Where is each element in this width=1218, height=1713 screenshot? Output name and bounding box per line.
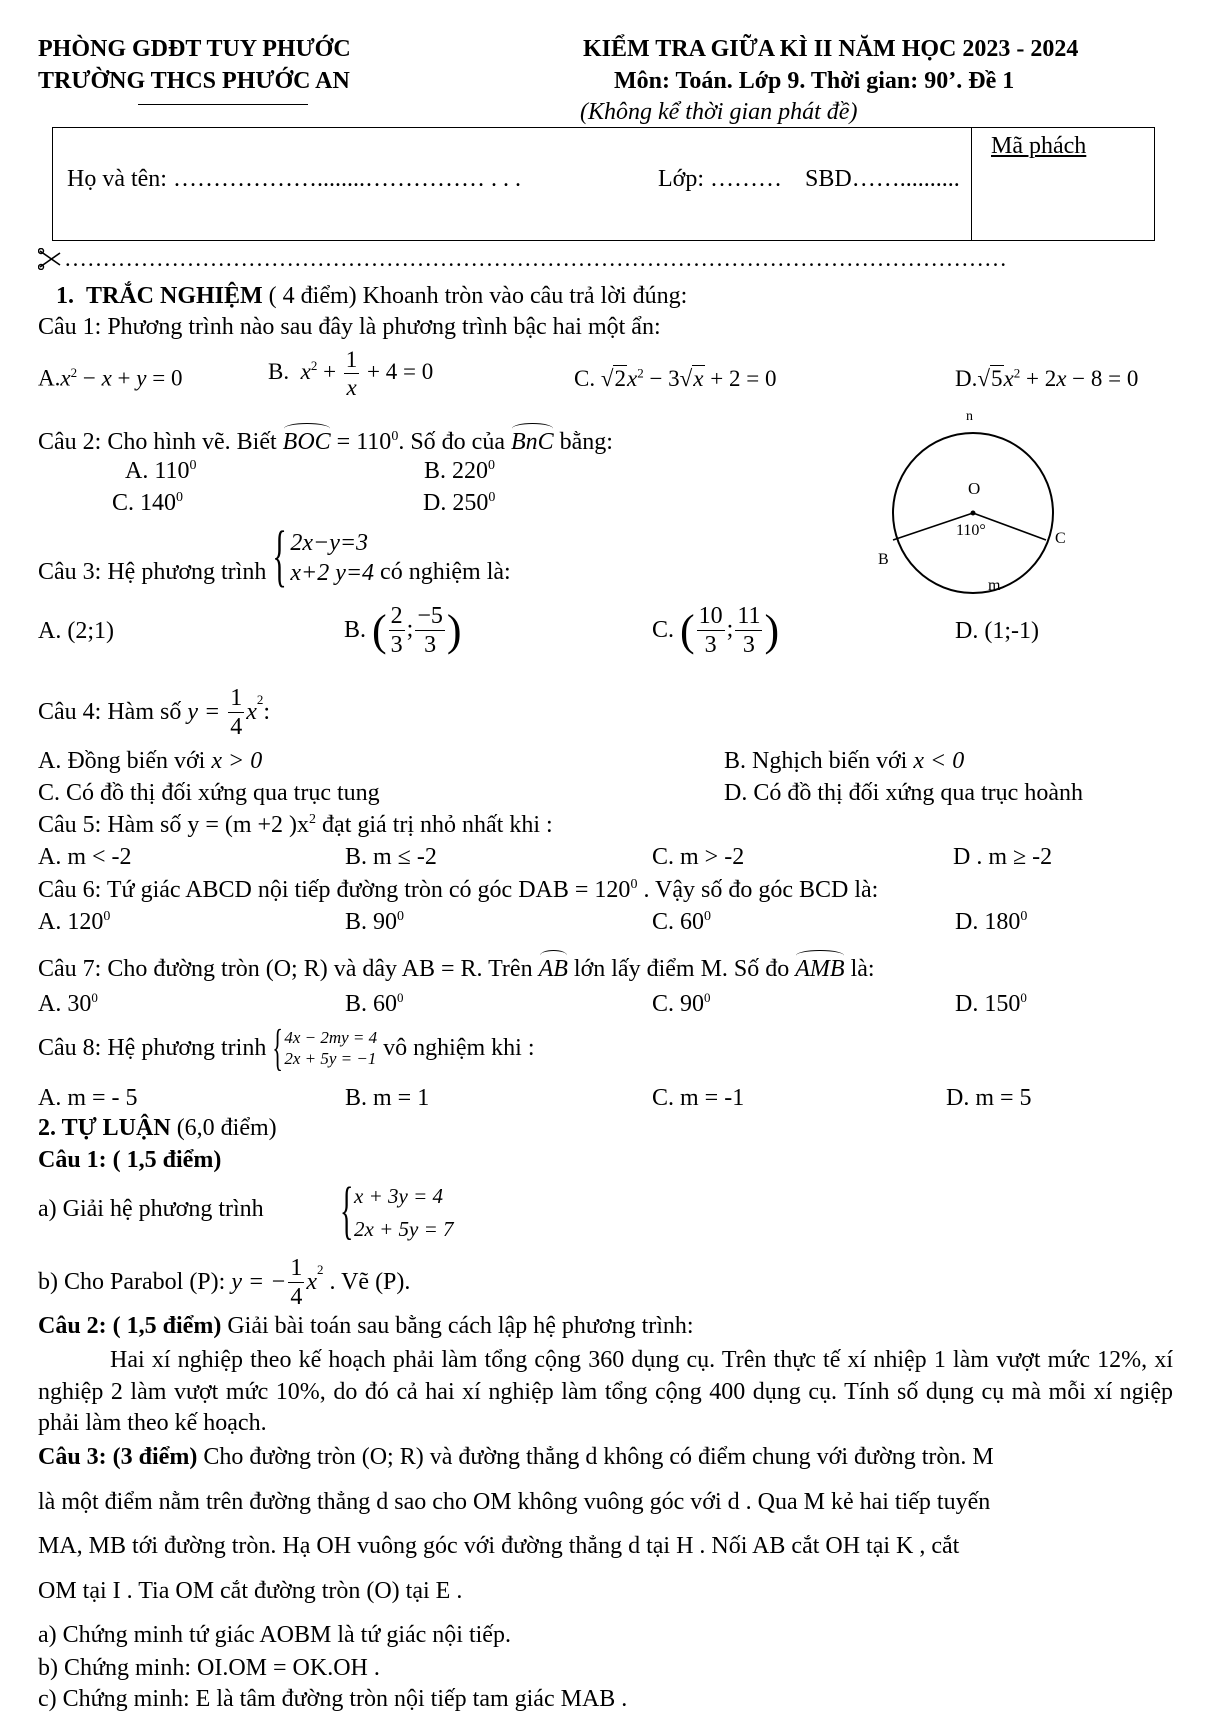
c1-b-var: x [306,1269,318,1295]
q8-text-label: Câu 8: Hệ phương trinh [38,1034,273,1061]
q6-text [38,877,878,904]
q3-eq2: x+2 y=4 [290,560,375,586]
q8-eq1: 4x − 2my = 4 [284,1028,378,1047]
q8-brace: { [272,1018,283,1076]
q3-option-c[interactable]: C. ( $\frac{10}{3}$ ; $\frac{11}{3}$ ) [652,603,780,658]
q4-a-text: A. Đồng biến với [38,748,212,774]
code-label: Mã phách [991,133,1087,159]
q7-a-sup: 0 [91,990,98,1005]
q3-c-frac1: $\frac{10}{3}$ [698,603,723,658]
q2-b-text: B. 220 [424,458,489,484]
q5-text-a: Câu 5: Hàm số y = (m +2 )x [38,812,310,838]
q2-c-text: C. 140 [112,490,177,516]
q2-option-d[interactable] [423,490,495,517]
q5-sup: 2 [309,812,317,827]
q4-func-exp: 2 [256,692,264,708]
q3-b-frac2: $\frac{-5}{3}$ [417,603,443,658]
c1-eq2: 2x + 5y = 7 [354,1216,454,1241]
student-name-field[interactable] [67,166,521,193]
c3-line1 [38,1444,994,1471]
q4-b-math: x < 0 [913,748,965,774]
q6-math: DAB = 120 [518,877,631,903]
q6-c-text: C. 60 [652,909,705,935]
q3-brace: { [272,518,287,595]
c1-title: Câu 1: ( 1,5 điểm) [38,1147,222,1173]
q1-option-d[interactable]: $D.√5x^2 + 2x - 8 = 0$ [955,365,1139,391]
q7-b-sup: 0 [397,990,404,1005]
q2-deg: 0 [391,429,399,444]
q7-arc-amb: AMB [795,950,844,983]
q7-d-text: D. 150 [955,991,1021,1017]
q3-b-label: B. [344,617,367,643]
q3-b-frac1: $\frac{2}{3}$ [390,603,403,658]
q6-text-a: Câu 6: Tứ giác ABCD nội tiếp đường tròn có góc [38,877,519,903]
c1-brace: { [340,1175,354,1248]
q7-c-text: C. 90 [652,991,705,1017]
q2-text [38,423,613,456]
figure-label-angle: 110° [956,522,986,539]
part2-title-bold: 2. TỰ LUẬN [38,1115,171,1141]
q4-text [38,686,270,739]
q5-option-d[interactable]: D . m ≥ -2 [953,844,1053,870]
q2-c-sup: 0 [176,490,184,505]
q5-text-b: đạt giá trị nhỏ nhất khi : [316,812,553,838]
sbd-label: SBD [805,166,852,192]
q2-option-c[interactable] [112,490,183,517]
q4-option-d[interactable]: D. Có đồ thị đối xứng qua trục hoành [724,780,1083,806]
figure-label-c: C [1055,530,1066,547]
q7-text-a: Câu 7: Cho đường tròn (O; R) và dây AB = R. Trên [38,956,539,982]
c1-b-end: . Vẽ (P). [323,1269,411,1295]
c1-system [340,1175,454,1248]
q7-d-sup: 0 [1020,990,1027,1005]
q3-eq1: 2x−y=3 [290,530,369,556]
school-name: TRƯỜNG THCS PHƯỚC AN [38,68,350,94]
q6-option-b[interactable] [345,909,404,936]
info-box-separator [971,128,972,240]
q6-option-d[interactable] [955,909,1027,936]
q4-a-math: x > 0 [211,748,263,774]
exam-note: (Không kể thời gian phát đề) [580,99,858,125]
q3-c-frac2: $\frac{11}{3}$ [737,603,761,658]
q2-d-sup: 0 [488,490,496,505]
q1-b-label: B. [268,358,290,384]
c1-b-lhs: y = − [231,1269,287,1295]
q6-d-sup: 0 [1020,909,1028,924]
q3-c-label: C. [652,617,675,643]
c1-b-exp: 2 [317,1262,324,1278]
c1-a-text: a) Giải hệ phương trình [38,1196,264,1222]
class-field[interactable] [658,166,782,193]
q3-option-a[interactable]: A. (2;1) [38,618,114,644]
c3-line3: MA, MB tới đường tròn. Hạ OH vuông góc với đường thẳng d tại H . Nối AB cắt OH tại K , cắt [38,1533,960,1559]
q2-text-b: . Số đo của [398,429,511,455]
q1-text: Câu 1: Phương trình nào sau đây là phương trình bậc hai một ẩn: [38,314,661,340]
q8-system [272,1018,378,1076]
q5-option-b[interactable]: B. m ≤ -2 [345,844,437,870]
q4-option-c[interactable]: C. Có đồ thị đối xứng qua trục tung [38,780,380,806]
q3-text [38,518,511,595]
q8-option-a[interactable]: A. m = - 5 [38,1085,138,1111]
q8-text-end: vô nghiệm khi : [383,1034,535,1061]
q1-a-label: A. [38,365,61,391]
q6-b-sup: 0 [397,909,405,924]
q4-b-text: B. Nghịch biến với [724,748,914,774]
c1-b-frac: $\frac{1}{4}$ [290,1255,303,1310]
c3-title: Câu 3: (3 điểm) [38,1444,198,1470]
q7-b-text: B. 60 [345,991,398,1017]
q7-a-text: A. 30 [38,991,92,1017]
c1-b-text [38,1256,410,1309]
q2-d-text: D. 250 [423,490,489,516]
scissors-icon [38,248,62,275]
part1-title-bold: TRẮC NGHIỆM [86,283,263,309]
q7-text-c: là: [844,956,875,982]
q3-system [272,518,375,595]
c1-b-label: b) Cho Parabol (P): [38,1269,232,1295]
q2-arc-boc: BOC [283,423,331,456]
q5-text [38,812,553,839]
part1-title-rest: ( 4 điểm) Khoanh tròn vào câu trả lời đúng: [262,283,688,309]
q4-func-frac: $\frac{1}{4}$ [230,685,243,740]
q6-option-a[interactable] [38,909,110,936]
q3-option-d[interactable]: D. (1;-1) [955,618,1039,644]
header-underline [138,104,308,105]
q2-b-sup: 0 [488,458,496,473]
exam-subject: Môn: Toán. Lớp 9. Thời gian: 90’. Đề 1 [614,68,1015,94]
q3-option-b[interactable]: B. ( $\frac{2}{3}$ ; $\frac{-5}{3}$ ) [344,603,462,658]
q6-c-sup: 0 [704,909,712,924]
q4-func-lhs: y = [187,699,227,725]
q8-option-c[interactable]: C. m = -1 [652,1085,745,1111]
q4-text-label: Câu 4: Hàm số [38,699,188,725]
q8-text [38,1018,535,1076]
q1-option-b[interactable]: B. $x^2$ + $\frac{1}{x}$ + 4 = 0 [268,347,434,400]
q3-text-label: Câu 3: Hệ phương trình [38,558,273,585]
q2-text-a: Câu 2: Cho hình vẽ. Biết [38,429,283,455]
c3-c: c) Chứng minh: E là tâm đường tròn nội tiếp tam giác MAB . [38,1686,628,1712]
q1-option-c[interactable]: C. $√2x^2 - 3√x + 2 = 0$ [574,365,777,391]
c1-eq1: x + 3y = 4 [354,1184,443,1208]
student-info-box [52,127,1155,241]
q1-d-label: D. [955,366,978,391]
c3-a: a) Chứng minh tứ giác AOBM là tứ giác nội tiếp. [38,1622,511,1648]
q5-option-a[interactable]: A. m < -2 [38,844,132,870]
q6-d-text: D. 180 [955,909,1021,935]
cut-dots: …………………………………………………………………………………………………………… [64,246,1007,271]
class-label: Lớp: [658,166,705,192]
figure-center-o [971,511,976,516]
q2-text-c: bằng: [553,429,613,455]
q7-option-a[interactable] [38,990,98,1018]
c3-line2: là một điểm nằm trên đường thẳng d sao cho OM không vuông góc với d . Qua M kẻ hai tiếp tuyến [38,1489,991,1515]
q4-colon: : [263,699,271,725]
figure-label-o: O [968,479,981,498]
figure-label-b: B [878,551,889,568]
part1-num: 1. [56,283,74,309]
q7-text [38,950,875,983]
q7-arc-ab: AB [539,950,568,983]
c3-body1: Cho đường tròn (O; R) và đường thẳng d không có điểm chung với đường tròn. M [197,1444,994,1470]
q8-eq2: 2x + 5y = −1 [284,1049,377,1069]
q8-option-d[interactable]: D. m = 5 [946,1085,1032,1111]
exam-title: KIỂM TRA GIỮA KÌ II NĂM HỌC 2023 - 2024 [583,36,1079,62]
q7-text-b: lớn lấy điểm M. Số đo [567,956,796,982]
q2-option-b[interactable] [424,458,495,485]
school-department: PHÒNG GDĐT TUY PHƯỚC [38,36,351,62]
sbd-field[interactable] [805,166,960,193]
q2-a-sup: 0 [189,458,197,473]
q6-option-c[interactable] [652,909,711,936]
part1-title [56,283,687,310]
q4-option-a[interactable] [38,748,262,775]
q4-func-var: x [246,699,257,725]
q6-text-b: . Vậy số đo góc BCD là: [637,877,879,903]
q1-c-label: C. [574,366,596,391]
q7-option-c[interactable] [652,990,711,1018]
q3-text-end: có nghiệm là: [380,558,511,585]
name-label: Họ và tên: [67,166,173,192]
q2-option-a[interactable] [125,458,196,485]
q4-option-b[interactable] [724,748,964,775]
q2-arc-bnc: BnC [511,423,554,456]
q1-option-a[interactable]: $A.x^2 - x + y = 0$ [38,365,183,391]
part2-title-rest: (6,0 điểm) [170,1115,277,1141]
c2-body: Hai xí nghiệp theo kế hoạch phải làm tổng cộng 360 dụng cụ. Trên thực tế xí nhiệp 1 làm vượt mức 12%, xí nghiệp 2 làm vượt mức 10%, do đó cả hai xí nghiệp làm tổng cộng 400 dụng cụ. Tính số dụng cụ mà mỗi xí ngiệp phải làm theo kế hoạch. [38,1347,1173,1437]
q6-a-text: A. 120 [38,909,104,935]
name-dots: ………………........…………… . . . [172,166,521,192]
c2-title [38,1313,694,1340]
q6-a-sup: 0 [103,909,111,924]
c3-line4: OM tại I . Tia OM cắt đường tròn (O) tại E . [38,1578,463,1604]
c2-title-rest: Giải bài toán sau bằng cách lập hệ phương trình: [221,1313,694,1339]
q5-option-c[interactable]: C. m > -2 [652,844,745,870]
c2-title-bold: Câu 2: ( 1,5 điểm) [38,1313,222,1339]
q6-b-text: B. 90 [345,909,398,935]
q7-option-b[interactable] [345,990,404,1018]
q6-deg: 0 [630,877,638,892]
q7-c-sup: 0 [704,990,711,1005]
sbd-dots: …….......... [851,166,960,192]
circle-figure [870,400,1070,605]
q8-option-b[interactable]: B. m = 1 [345,1085,430,1111]
q2-a-text: A. 110 [125,458,190,484]
figure-label-n: n [966,409,973,424]
q7-option-d[interactable] [955,990,1027,1018]
part2-title [38,1115,277,1142]
q2-eq: = 110 [330,429,392,455]
class-dots: ……… [710,166,783,192]
c3-b: b) Chứng minh: OI.OM = OK.OH . [38,1655,380,1681]
figure-label-m: m [988,577,1001,594]
